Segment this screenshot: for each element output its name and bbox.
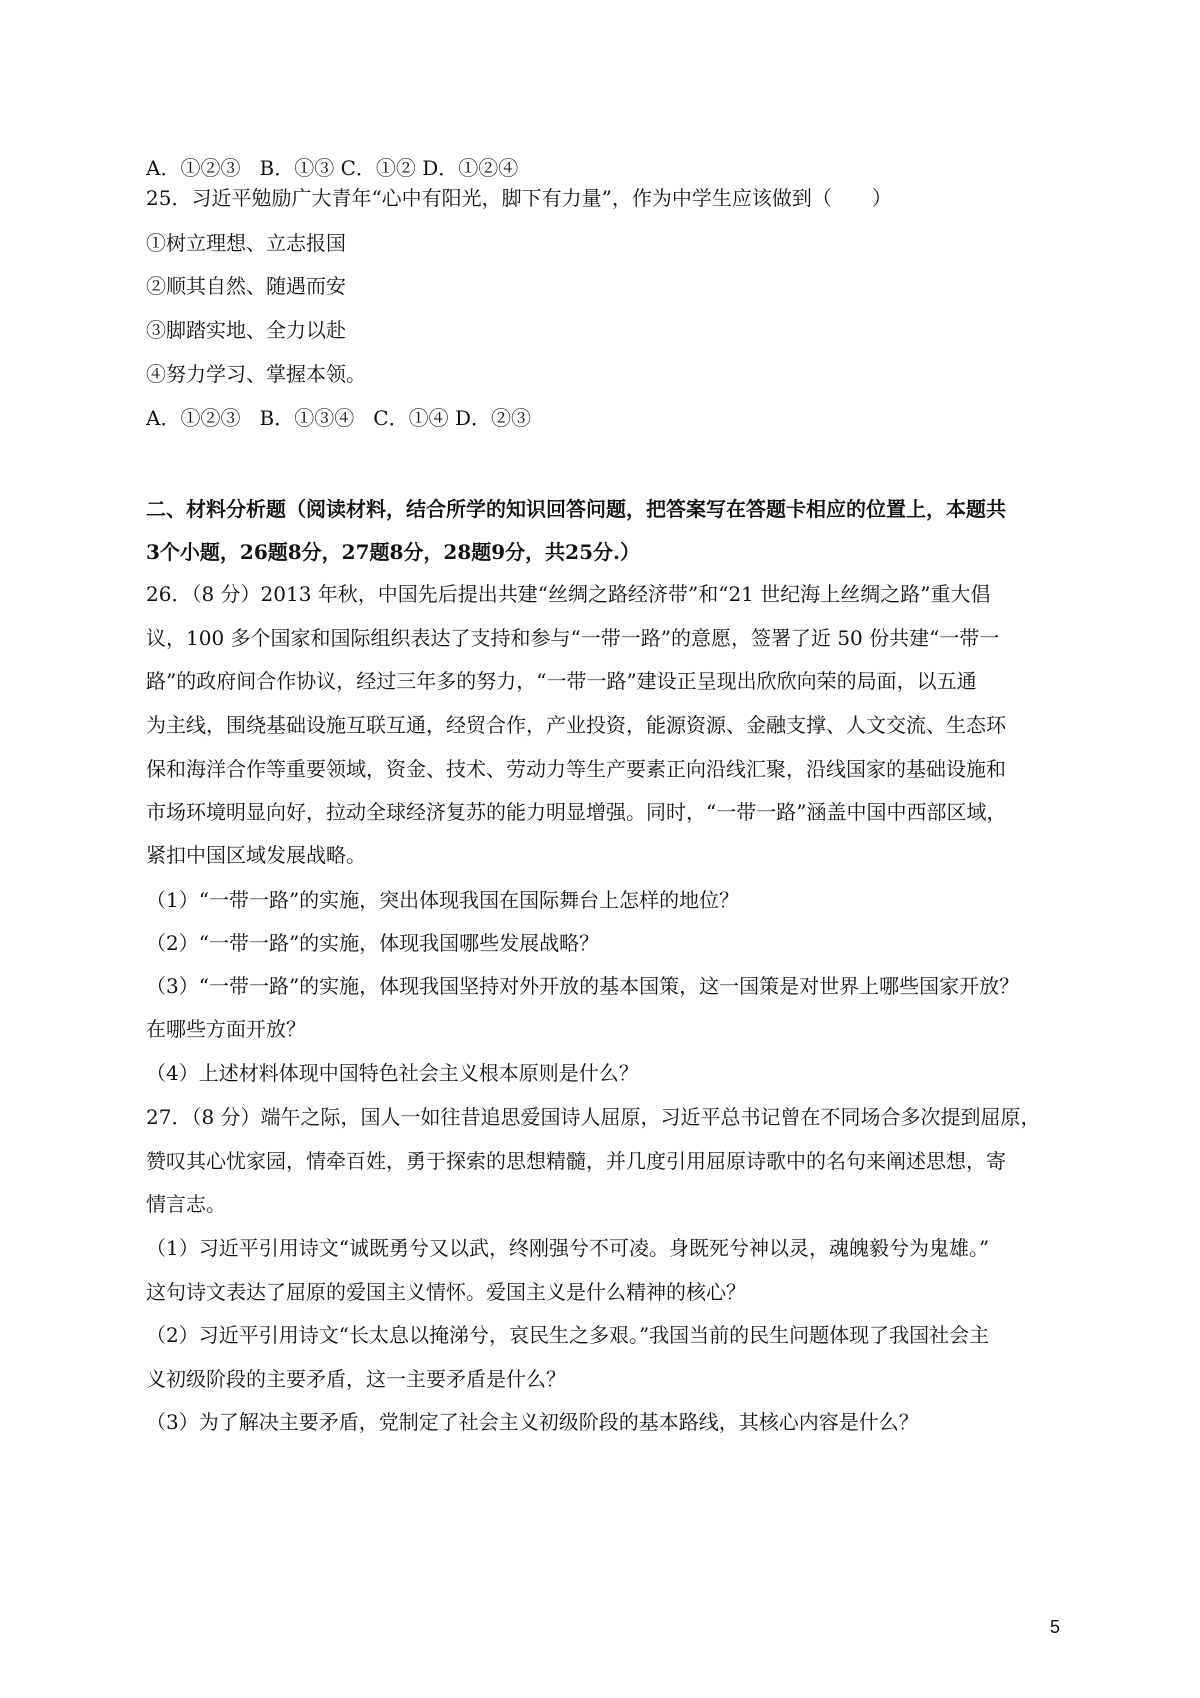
q25-options: A．①②③ B．①③④ C．①④ D．②③ [146, 406, 531, 430]
q26-material-line: 保和海洋合作等重要领域，资金、技术、劳动力等生产要素正向沿线汇聚，沿线国家的基础设施和 [146, 757, 1006, 781]
q26-question: （1）“一带一路”的实施，突出体现我国在国际舞台上怎样的地位？ [146, 888, 740, 912]
q26-material-line: 路”的政府间合作协议，经过三年多的努力，“一带一路”建设正呈现出欣欣向荣的局面，以五通 [146, 669, 977, 693]
q24-options: A．①②③ B．①③ C．①② D．①②④ [146, 156, 519, 180]
q26-material-line: 市场环境明显向好，拉动全球经济复苏的能力明显增强。同时，“一带一路”涵盖中国中西部区域， [146, 800, 1007, 824]
q25-item: ②顺其自然、随遇而安 [146, 274, 346, 298]
q26-question: （3）“一带一路”的实施，体现我国坚持对外开放的基本国策，这一国策是对世界上哪些国家开放？ [146, 974, 1020, 998]
q27-question: （2）习近平引用诗文“长太息以掩涕兮，哀民生之多艰。”我国当前的民生问题体现了我国社会主 [146, 1323, 990, 1347]
q27-question: （1）习近平引用诗文“诚既勇兮又以武，终刚强兮不可凌。身既死兮神以灵，魂魄毅兮为鬼雄。” [146, 1236, 990, 1260]
section-heading: 3个小题，26题8分，27题8分，28题9分，共25分.） [146, 540, 640, 564]
q25-stem: 25．习近平勉励广大青年“心中有阳光，脚下有力量”，作为中学生应该做到（ ） [146, 186, 892, 210]
q25-item: ④努力学习、掌握本领。 [146, 362, 366, 386]
q26-material-line: 议，100 多个国家和国际组织表达了支持和参与“一带一路”的意愿，签署了近 50 份共建“一带一 [146, 626, 1000, 650]
q27-question: 这句诗文表达了屈原的爱国主义情怀。爱国主义是什么精神的核心？ [146, 1280, 746, 1304]
q27-material-line: 赞叹其心忧家园，情牵百姓，勇于探索的思想精髓，并几度引用屈原诗歌中的名句来阐述思想，寄 [146, 1149, 1006, 1173]
q27-question: （3）为了解决主要矛盾，党制定了社会主义初级阶段的基本路线，其核心内容是什么？ [146, 1410, 919, 1434]
q26-question: （4）上述材料体现中国特色社会主义根本原则是什么？ [146, 1061, 639, 1085]
q25-item: ③脚踏实地、全力以赴 [146, 318, 346, 342]
q27-question: 义初级阶段的主要矛盾，这一主要矛盾是什么？ [146, 1367, 566, 1391]
page-number: 5 [1050, 1617, 1061, 1637]
q27-material-line: 情言志。 [146, 1192, 226, 1216]
q26-material-line: 紧扣中国区域发展战略。 [146, 843, 366, 867]
q26-material-line: 为主线，围绕基础设施互联互通，经贸合作，产业投资，能源资源、金融支撑、人文交流、生态环 [146, 713, 1006, 737]
q26-material-line: 26．（8 分）2013 年秋，中国先后提出共建“丝绸之路经济带”和“21 世纪海上丝绸之路”重大倡 [146, 582, 991, 606]
q26-question: 在哪些方面开放？ [146, 1017, 306, 1041]
section-heading: 二、材料分析题（阅读材料，结合所学的知识回答问题，把答案写在答题卡相应的位置上，本题共 [146, 497, 1006, 521]
q25-item: ①树立理想、立志报国 [146, 231, 346, 255]
q26-question: （2）“一带一路”的实施，体现我国哪些发展战略？ [146, 931, 600, 955]
q27-material-line: 27．（8 分）端午之际，国人一如往昔追思爱国诗人屈原，习近平总书记曾在不同场合多次提到屈原， [146, 1105, 1041, 1129]
